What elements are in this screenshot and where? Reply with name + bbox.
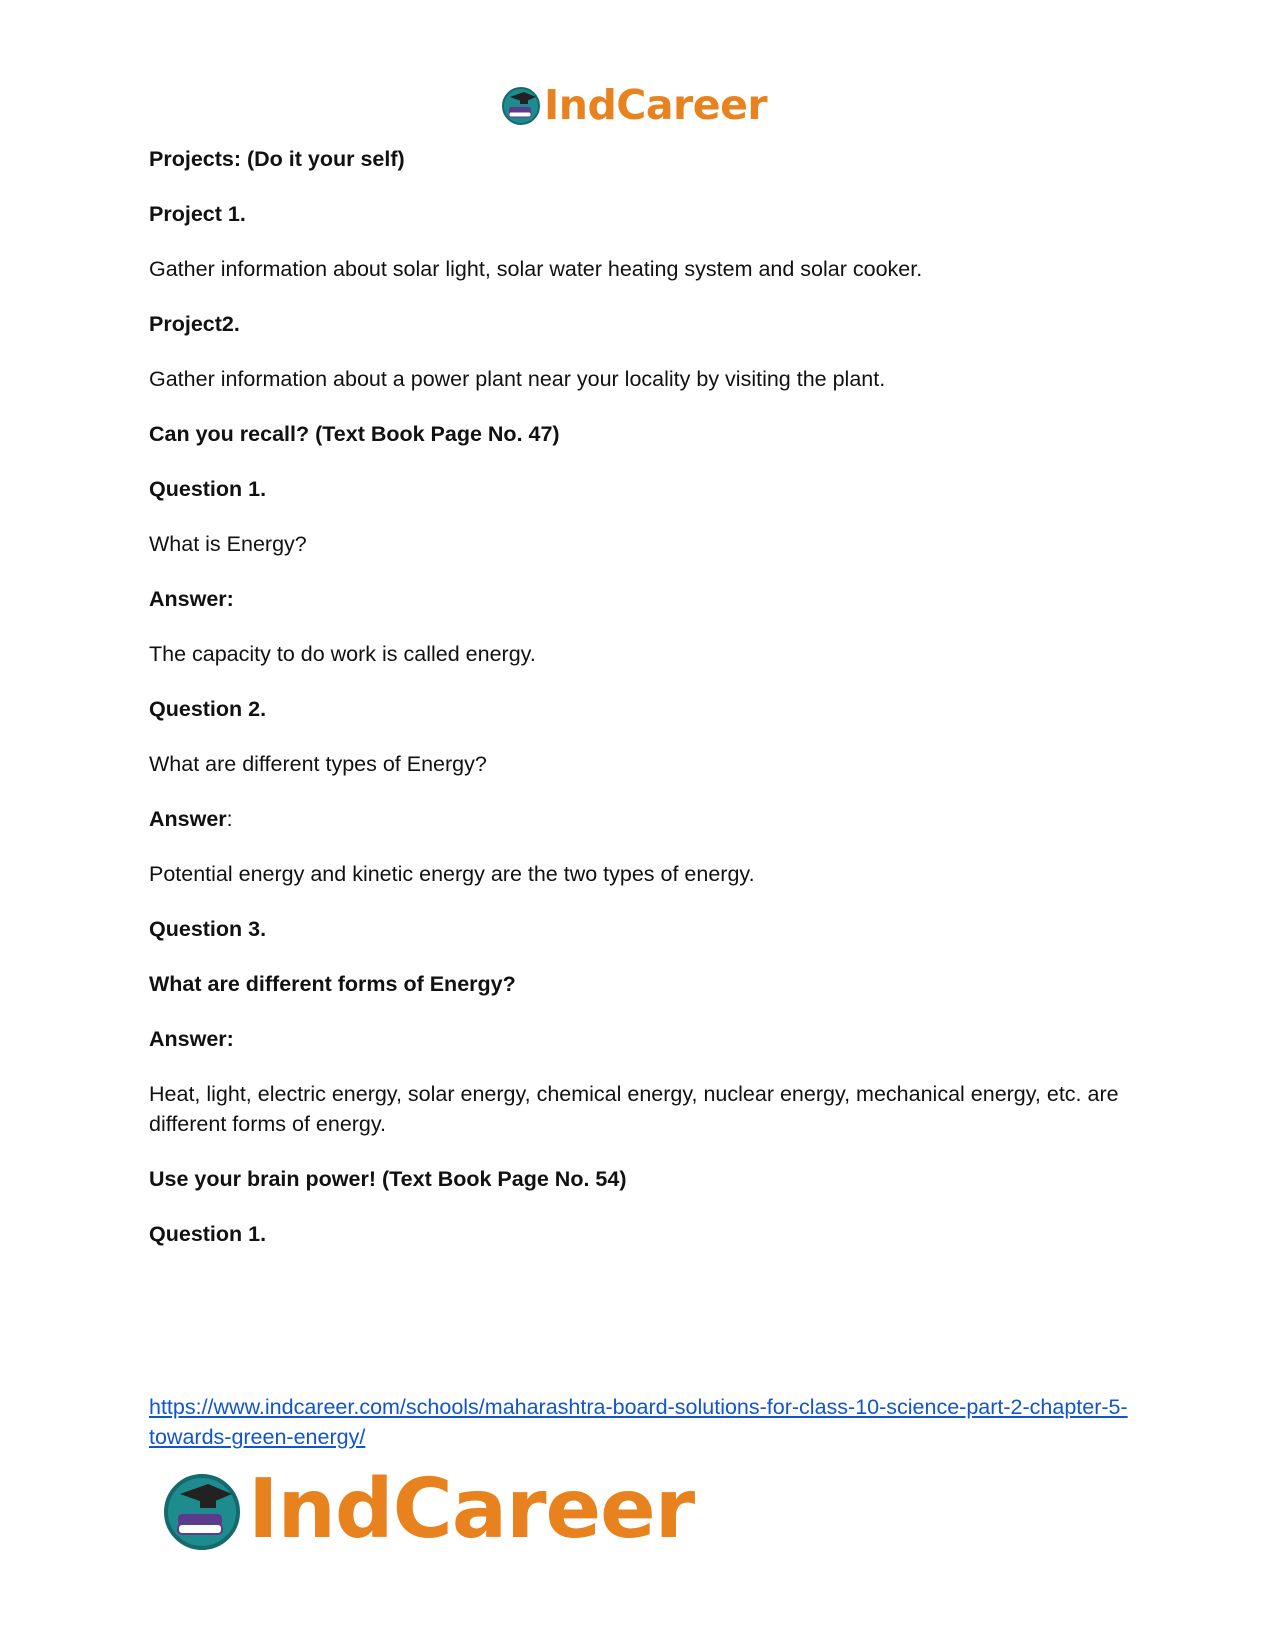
heading-text: Question 1.: [149, 1222, 267, 1246]
heading-text: Project 1.: [149, 202, 246, 226]
paragraph: [149, 969, 1129, 999]
body-text: Potential energy and kinetic energy are the two types of energy.: [149, 862, 755, 886]
paragraph: [149, 364, 1129, 394]
heading-text: Project2.: [149, 312, 240, 336]
paragraph: [149, 584, 1129, 614]
logo-text: IndCareer: [544, 81, 768, 129]
paragraph: [149, 529, 1129, 559]
body-text: What are different types of Energy?: [149, 752, 487, 776]
body-text: Gather information about solar light, solar water heating system and solar cooker.: [149, 257, 923, 281]
paragraph: [149, 1164, 1129, 1194]
paragraph: [149, 639, 1129, 669]
body-text: The capacity to do work is called energy.: [149, 642, 536, 666]
paragraph: [149, 859, 1129, 889]
heading-text: Question 2.: [149, 697, 267, 721]
paragraph: [149, 309, 1129, 339]
heading-text: Answer:: [149, 1027, 234, 1051]
body-text: What is Energy?: [149, 532, 307, 556]
header-logo: [500, 80, 767, 130]
paragraph: [149, 1079, 1129, 1139]
heading-text: Can you recall? (Text Book Page No. 47): [149, 422, 560, 446]
heading-text: Answer: [149, 807, 227, 831]
punctuation: :: [226, 807, 233, 831]
body-text: Gather information about a power plant near your locality by visiting the plant.: [149, 367, 886, 391]
paragraph: [149, 144, 1129, 174]
heading-text: Answer:: [149, 587, 234, 611]
logo-emblem-icon: [500, 84, 542, 126]
paragraph: [149, 804, 1129, 834]
footer-logo: [160, 1462, 694, 1558]
paragraph: [149, 1024, 1129, 1054]
paragraph: [149, 694, 1129, 724]
paragraph: [149, 749, 1129, 779]
document-body: [149, 144, 1129, 1274]
footer-logo-text: IndCareer: [248, 1462, 695, 1557]
paragraph: [149, 914, 1129, 944]
paragraph: [149, 1219, 1129, 1249]
heading-text: Question 1.: [149, 477, 267, 501]
footer-logo-emblem-icon: [160, 1468, 244, 1552]
source-link[interactable]: https://www.indcareer.com/schools/maharashtra-board-solutions-for-class-10-science-part-2-chapter-5-towards-green-energy/: [149, 1395, 1128, 1449]
paragraph: [149, 419, 1129, 449]
paragraph: [149, 474, 1129, 504]
heading-text: What are different forms of Energy?: [149, 972, 516, 996]
body-text: Heat, light, electric energy, solar energy, chemical energy, nuclear energy, mechanical energy, etc. are different forms of energy.: [149, 1082, 1119, 1136]
heading-text: Use your brain power! (Text Book Page No. 54): [149, 1167, 627, 1191]
heading-text: Question 3.: [149, 917, 267, 941]
heading-text: Projects: (Do it your self): [149, 147, 405, 171]
paragraph: [149, 254, 1129, 284]
paragraph: [149, 199, 1129, 229]
